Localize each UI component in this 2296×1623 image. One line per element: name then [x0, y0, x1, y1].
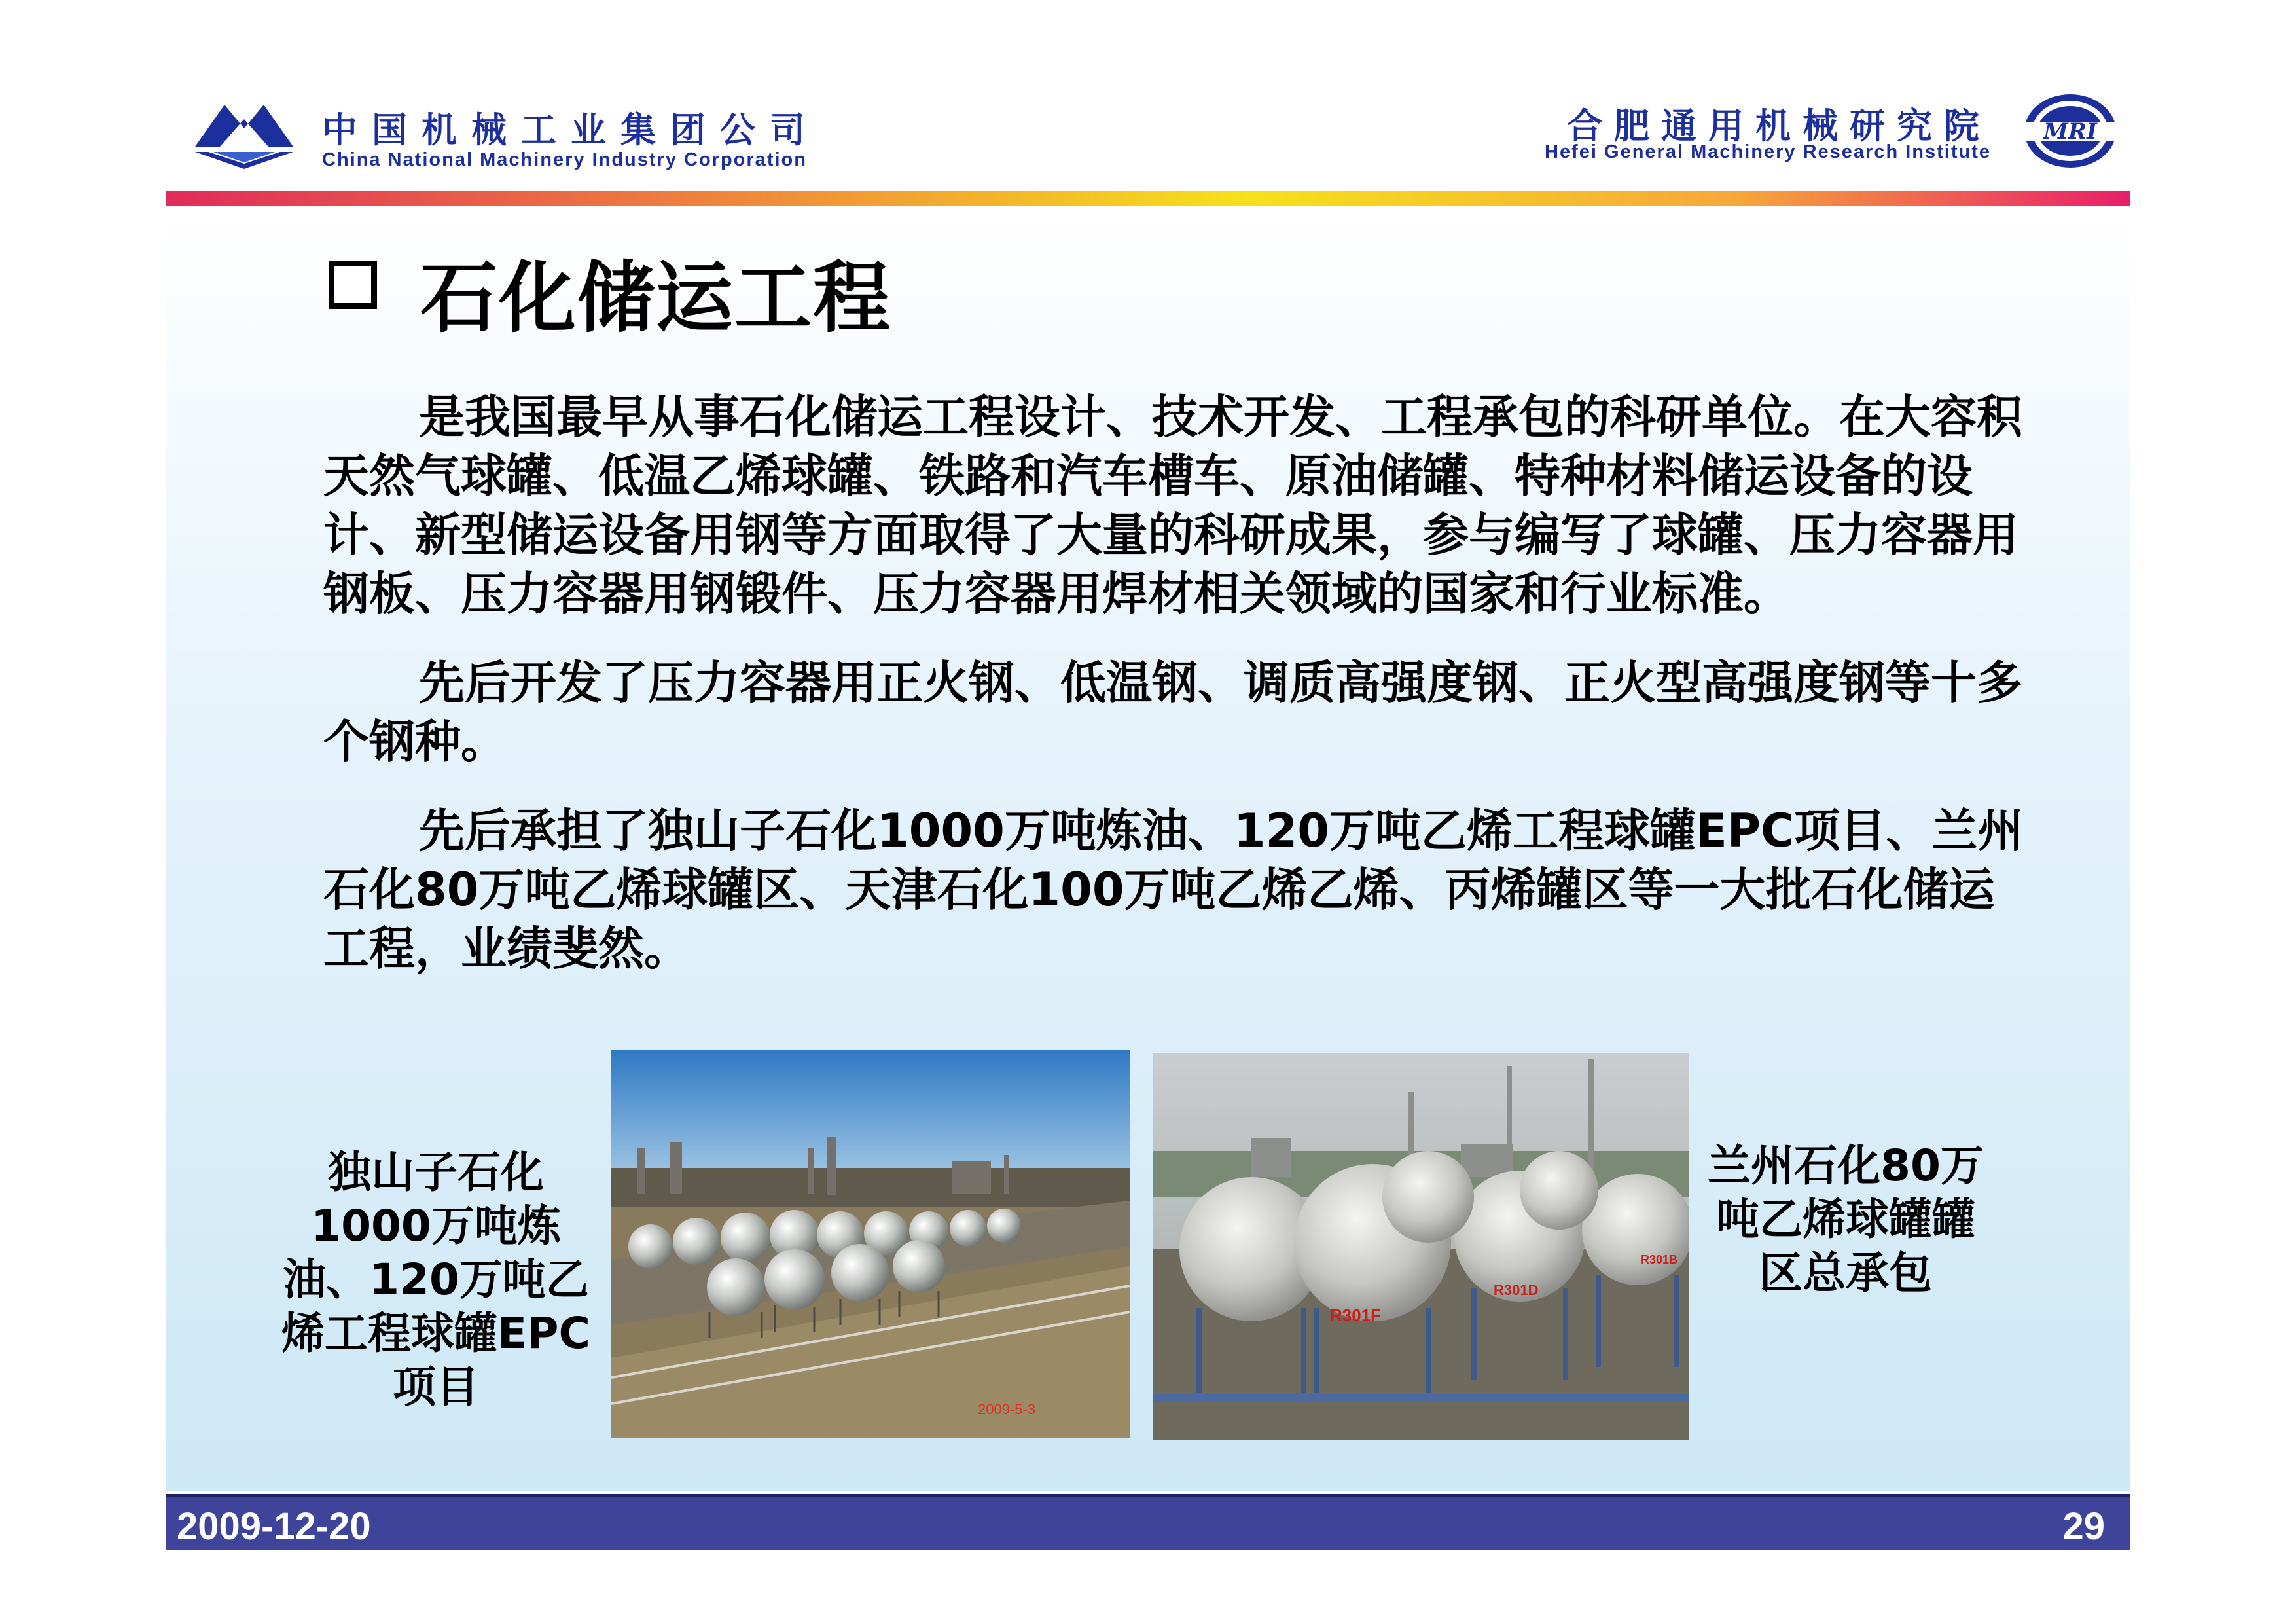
sinomach-logo-icon: [195, 96, 293, 169]
body-text: [323, 388, 2025, 1008]
paragraph-2: 先后开发了压力容器用正火钢、低温钢、调质高强度钢、正火型高强度钢等十多个钢种。: [323, 656, 2022, 769]
left-org-name-cn: 中国机械工业集团公司: [322, 109, 819, 151]
photo-lanzhou-spheres: [1153, 1053, 1689, 1440]
right-org-name-cn: 合肥通用机械研究院: [1567, 105, 1991, 147]
page-number: 29: [2062, 1505, 2105, 1548]
tank-label-f: R301F: [1330, 1305, 1382, 1325]
paragraph-1: 是我国最早从事石化储运工程设计、技术开发、工程承包的科研单位。在大容积天然气球罐、低温乙烯球罐、铁路和汽车槽车、原油储罐、特种材料储运设备的设计、新型储运设备用钢等方面取得了大量的科研成果，参与编写了球罐、压力容器用钢板、压力容器用钢锻件、压力容器用焊材相关领域的国家和行业标准。: [323, 390, 2022, 621]
footer-bar: [166, 1494, 2130, 1550]
photo-dushanzi-spheres: [611, 1050, 1130, 1438]
header-color-stripe: [166, 191, 2130, 206]
mri-logo-text: MRI: [2043, 119, 2097, 145]
checkbox-bullet-icon: [329, 261, 377, 309]
mri-logo-icon: [2021, 92, 2119, 170]
slide-title: 石化储运工程: [420, 253, 892, 343]
footer-date: 2009-12-20: [177, 1505, 371, 1548]
caption-right: 兰州石化80万吨乙烯球罐罐区总承包: [1708, 1140, 1984, 1298]
photo-datestamp: 2009-5-3: [978, 1401, 1036, 1417]
tank-label-d: R301D: [1494, 1282, 1539, 1298]
right-org-name-en: Hefei General Machinery Research Institute: [1545, 141, 1991, 162]
caption-left: 独山子石化1000万吨炼油、120万吨乙烯工程球罐EPC项目: [281, 1147, 590, 1412]
paragraph-3: 先后承担了独山子石化1000万吨炼油、120万吨乙烯工程球罐EPC项目、兰州石化80万吨乙烯球罐区、天津石化100万吨乙烯乙烯、丙烯罐区等一大批石化储运工程，业绩斐然。: [323, 804, 2024, 976]
tank-label-b: R301B: [1641, 1253, 1678, 1266]
left-org-name-en: China National Machinery Industry Corporation: [322, 149, 807, 170]
